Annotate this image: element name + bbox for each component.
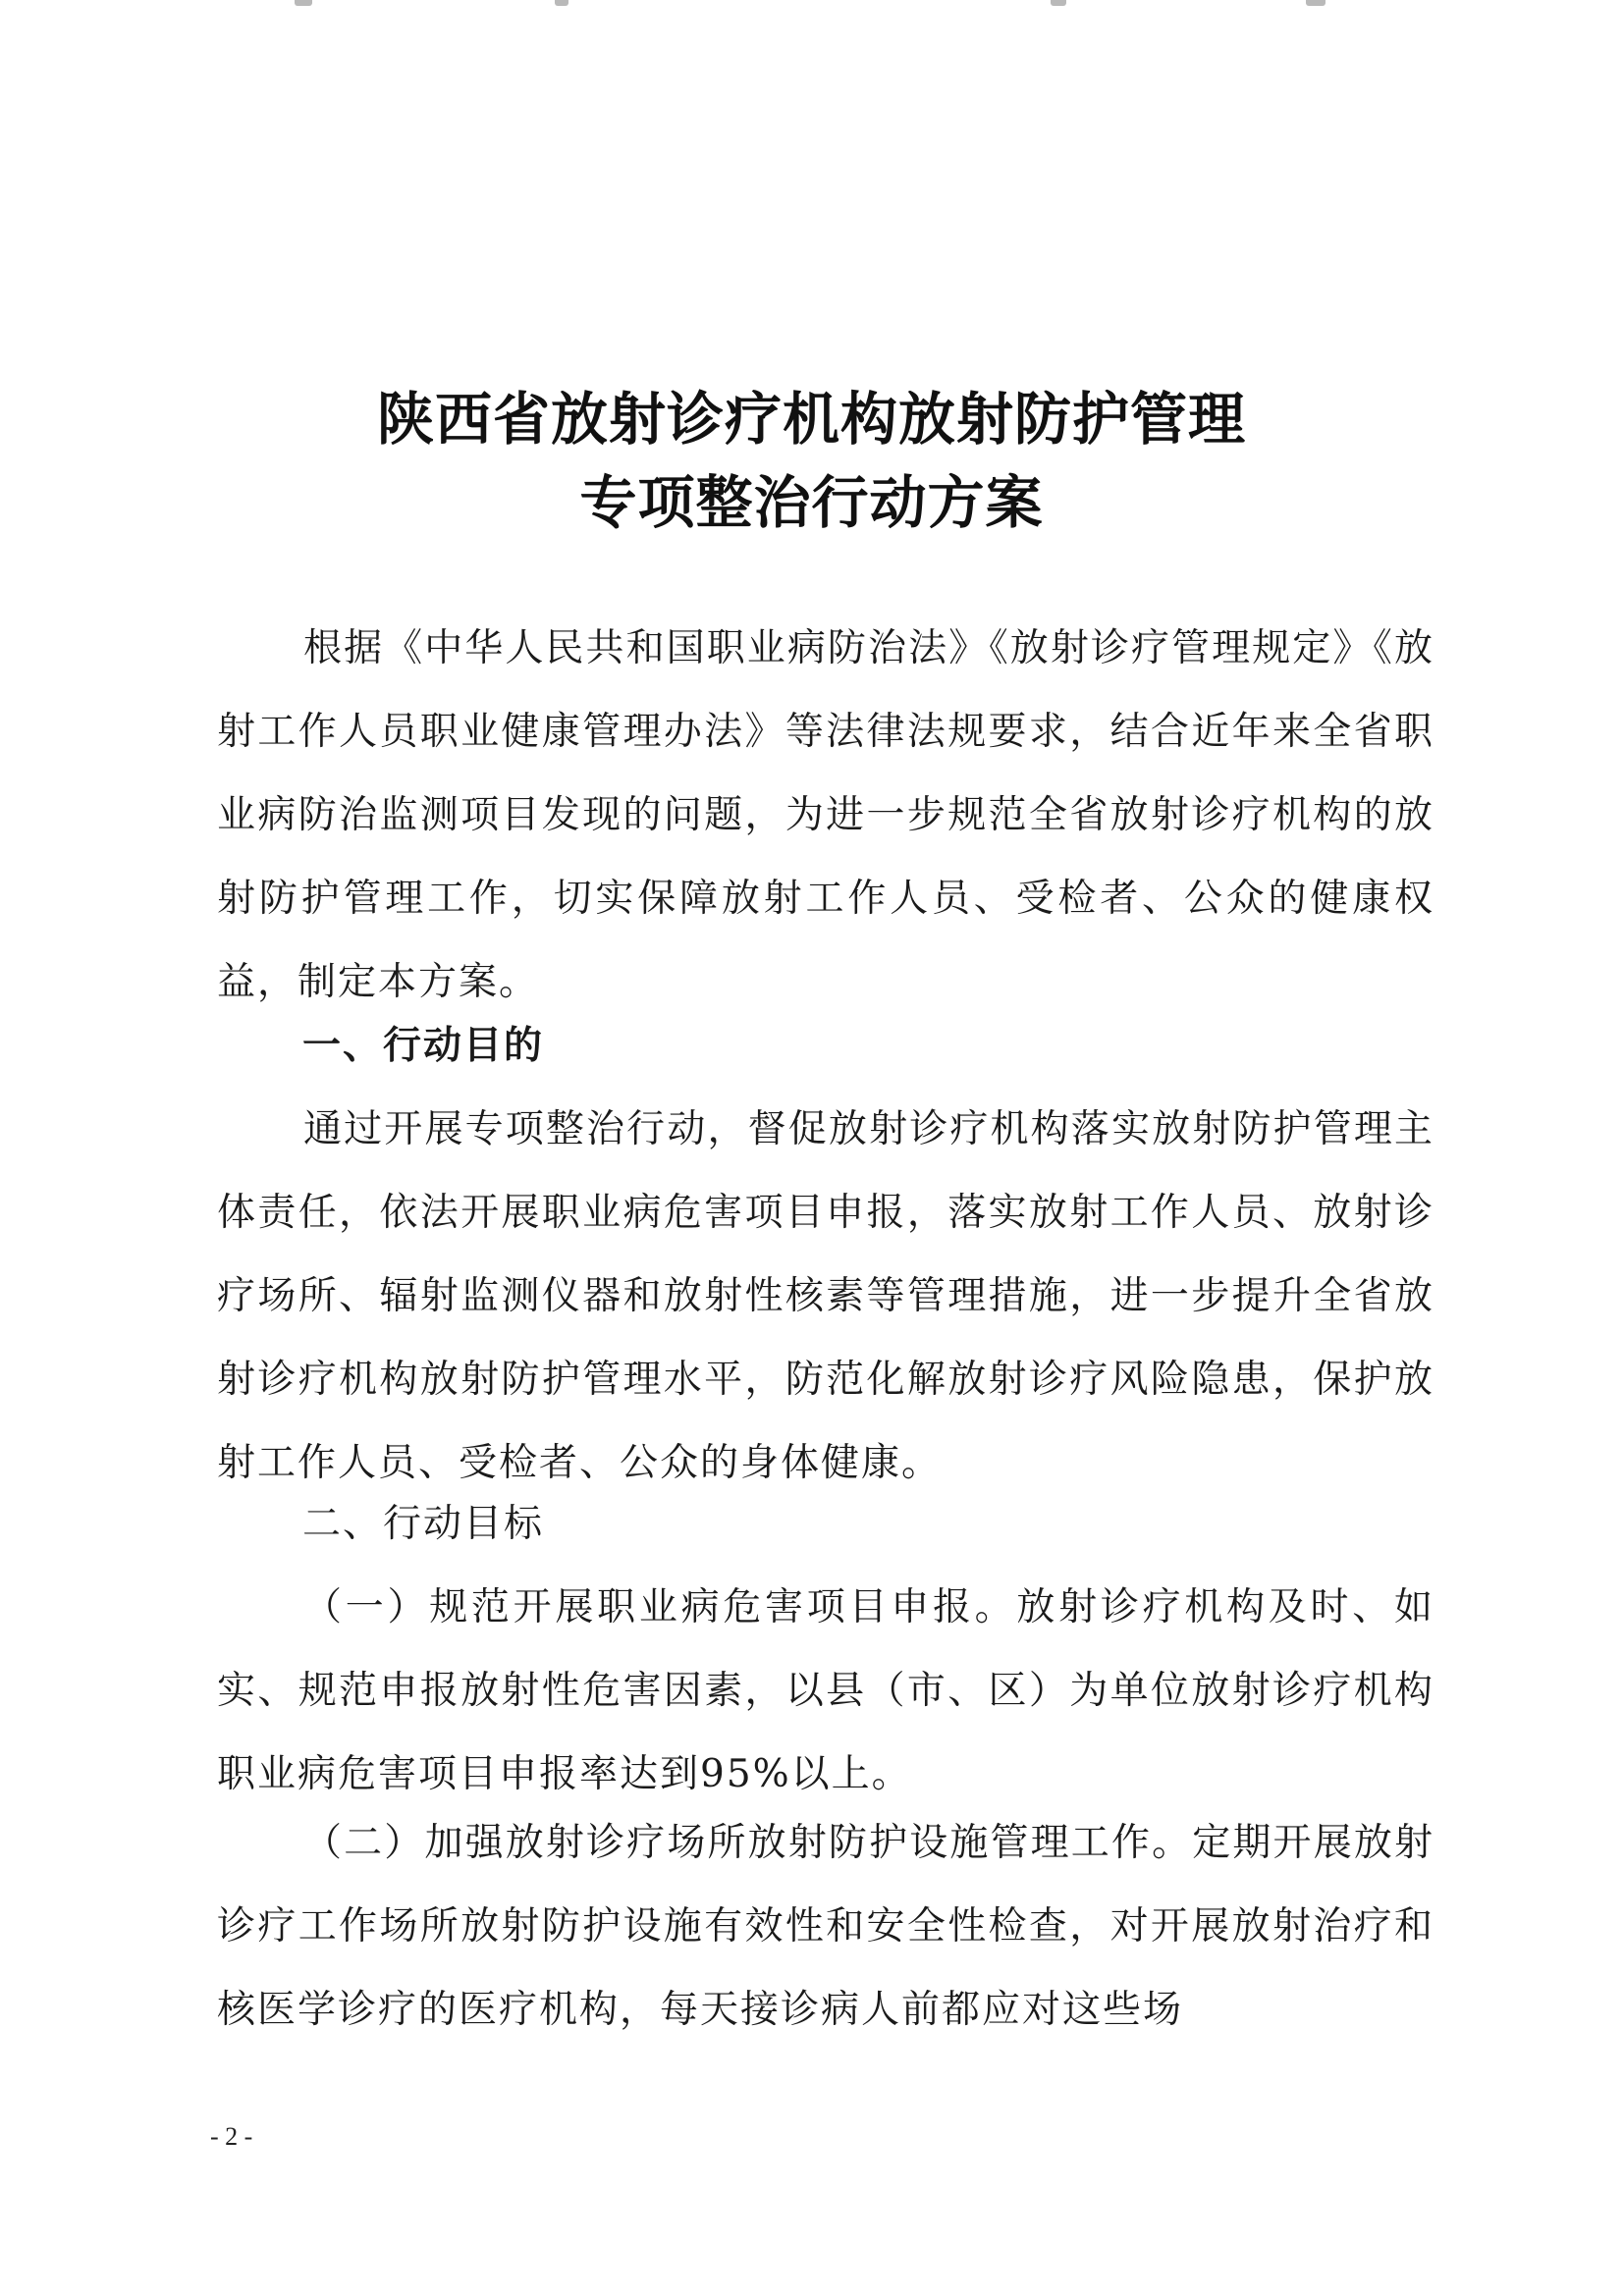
scan-edge-mark: [555, 0, 568, 6]
objective-item-2: （二）加强放射诊疗场所放射防护设施管理工作。定期开展放射诊疗工作场所放射防护设施有效性和安全性检查，对开展放射治疗和核医学诊疗的医疗机构，每天接诊病人前都应对这些场: [217, 1821, 1434, 2032]
page-number: - 2 -: [210, 2122, 253, 2151]
document-title-line-2: 专项整治行动方案: [579, 469, 1044, 536]
section-heading-objectives: 二、行动目标: [302, 1502, 545, 1546]
objective-item-1: （一）规范开展职业病危害项目申报。放射诊疗机构及时、如实、规范申报放射性危害因素，以县（市、区）为单位放射诊疗机构职业病危害项目申报率达到95%以上。: [217, 1585, 1434, 1796]
scan-edge-mark: [295, 0, 312, 6]
scan-edge-mark: [1051, 0, 1066, 6]
intro-paragraph: 根据《中华人民共和国职业病防治法》《放射诊疗管理规定》《放射工作人员职业健康管理办法》等法律法规要求，结合近年来全省职业病防治监测项目发现的问题，为进一步规范全省放射诊疗机构的放射防护管理工作，切实保障放射工作人员、受检者、公众的健康权益，制定本方案。: [217, 626, 1434, 1004]
section-heading-purpose: 一、行动目的: [302, 1024, 545, 1068]
scan-edge-mark: [1306, 0, 1325, 6]
document-title-line-1: 陕西省放射诊疗机构放射防护管理: [376, 386, 1246, 453]
section-purpose-paragraph: 通过开展专项整治行动，督促放射诊疗机构落实放射防护管理主体责任，依法开展职业病危害项目申报，落实放射工作人员、放射诊疗场所、辐射监测仪器和放射性核素等管理措施，进一步提升全省放射诊疗机构放射防护管理水平，防范化解放射诊疗风险隐患，保护放射工作人员、受检者、公众的身体健康。: [217, 1107, 1434, 1485]
